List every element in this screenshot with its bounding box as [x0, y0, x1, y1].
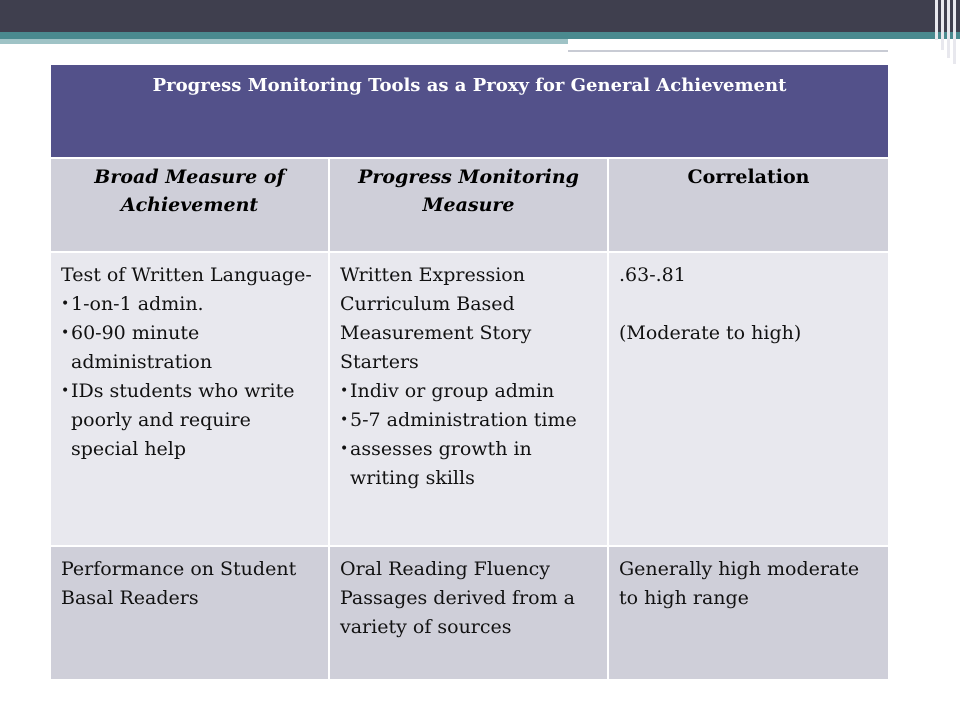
bullet-list	[61, 290, 322, 464]
table-row	[50, 252, 889, 546]
cell-correlation: Generally high moderate to high range	[608, 546, 889, 680]
header-correlation: Correlation	[608, 158, 889, 252]
list-item: • assesses growth in writing skills	[340, 435, 601, 493]
slide-accent-bar-light	[0, 39, 568, 44]
slide-divider-line	[568, 50, 888, 52]
slide-accent-bar	[0, 32, 960, 39]
achievement-table	[49, 63, 890, 681]
list-item: • IDs students who write poorly and require special help	[61, 377, 322, 464]
correlation-value: .63-.81	[619, 264, 686, 286]
header-broad-measure: Broad Measure of Achievement	[50, 158, 329, 252]
slide-corner-decoration	[930, 0, 960, 64]
cell-broad-measure: Performance on Student Basal Readers	[50, 546, 329, 680]
list-item: • Indiv or group admin	[340, 377, 601, 406]
cell-broad-measure	[50, 252, 329, 546]
cell-text: Test of Written Language-	[61, 264, 312, 286]
slide-top-bar	[0, 0, 960, 32]
table-row	[50, 546, 889, 680]
cell-text: Written Expression Curriculum Based Measurement Story Starters	[340, 264, 532, 373]
list-item: • 60-90 minute administration	[61, 319, 322, 377]
bullet-list	[340, 377, 601, 493]
list-item: • 5-7 administration time	[340, 406, 601, 435]
header-progress-measure: Progress Monitoring Measure	[329, 158, 608, 252]
table-title: Progress Monitoring Tools as a Proxy for General Achievement	[50, 64, 889, 158]
correlation-note: (Moderate to high)	[619, 322, 802, 344]
cell-progress-measure: Oral Reading Fluency Passages derived from a variety of sources	[329, 546, 608, 680]
list-item: • 1-on-1 admin.	[61, 290, 322, 319]
cell-correlation	[608, 252, 889, 546]
cell-progress-measure	[329, 252, 608, 546]
